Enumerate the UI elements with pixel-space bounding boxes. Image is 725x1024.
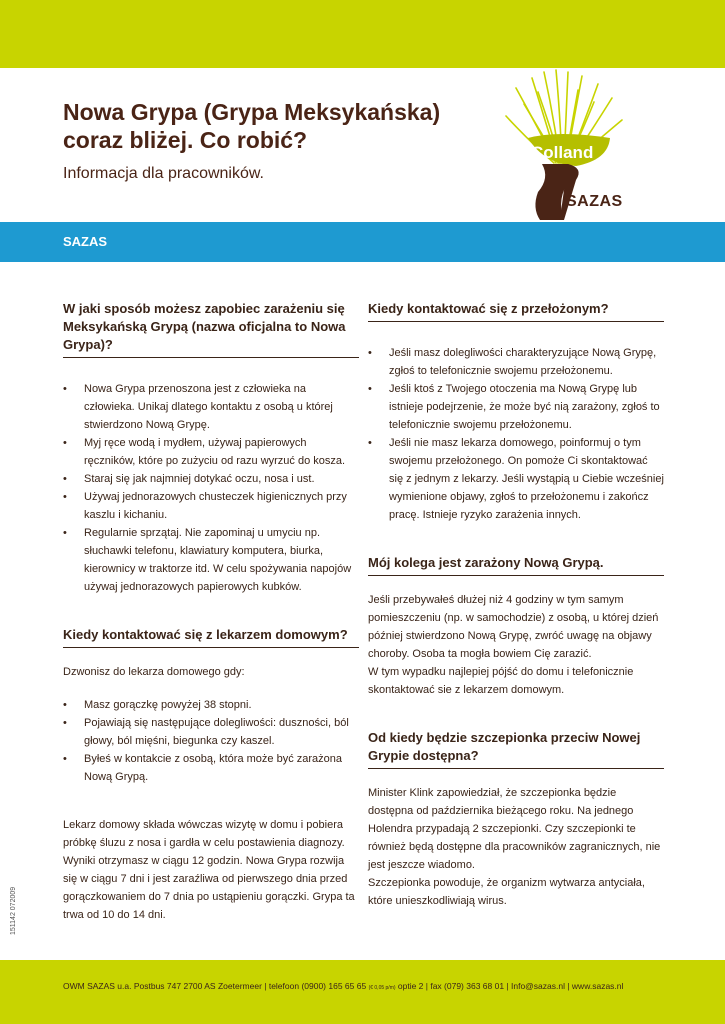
supervisor-list bbox=[368, 344, 664, 524]
footer-address: OWM SAZAS u.a. Postbus 747 2700 AS Zoetermeer | telefoon (0900) 165 65 65 bbox=[63, 981, 369, 991]
logo-sazas-text: SAZAS bbox=[566, 193, 623, 210]
title-line-2: coraz bliżej. Co robić? bbox=[63, 127, 308, 153]
list-item: • Regularnie sprzątaj. Nie zapominaj u umyciu np. słuchawki telefonu, klawiatury komputera, biurka, kierownicy w traktorze itd. W celu spożywania napojów używaj jednorazowych papierowych kubków. bbox=[63, 524, 359, 596]
doctor-intro: Dzwonisz do lekarza domowego gdy: bbox=[63, 666, 245, 678]
page-title bbox=[63, 98, 483, 154]
footer-links: optie 2 | fax (079) 363 68 01 | Info@sazas.nl | www.sazas.nl bbox=[395, 981, 624, 991]
footer-contact bbox=[63, 981, 623, 991]
heading-contact-supervisor: Kiedy kontaktować się z przełożonym? bbox=[368, 300, 664, 322]
list-item: • Masz gorączkę powyżej 38 stopni. bbox=[63, 696, 359, 714]
title-line-1: Nowa Grypa (Grypa Meksykańska) bbox=[63, 99, 441, 125]
prevention-list bbox=[63, 380, 359, 596]
doctor-paragraph: Lekarz domowy składa wówczas wizytę w domu i pobiera próbkę śluzu z nosa i gardła w celu postawienia diagnozy. Wyniki otrzymasz w ciągu 12 godzin. Nowa Grypa rozwija się w ciągu 7 dni i jest zaraźliwa od pierwszego dnia przed gorączkowaniem do 7 dnia po ustąpieniu gorączki. Grypa ta trwa od 10 do 14 dni. bbox=[63, 819, 355, 921]
vaccine-paragraph-1: Minister Klink zapowiedział, że szczepionka będzie dostępna od października bieżącego roku. Na jednego Holendra przypadają 2 szczepionki. Czy szczepionki te również będą dostępne dla pracowników zagranicznych, nie jest jeszcze wiadomo. bbox=[368, 787, 661, 871]
colleague-paragraph-1: Jeśli przebywałeś dłużej niż 4 godziny w tym samym pomieszczeniu (np. w samochodzie) z osobą, u której dzień później stwierdzono Nową Grypę, zwróć uwagę na objawy choroby. Osoba ta mogła bowiem Cię zarazić. bbox=[368, 594, 659, 660]
document-code: 151142 072009 bbox=[10, 886, 17, 935]
right-column bbox=[368, 300, 664, 910]
heading-colleague-infected: Mój kolega jest zarażony Nową Grypą. bbox=[368, 554, 664, 576]
list-item: • Nowa Grypa przenoszona jest z człowieka na człowieka. Unikaj dlatego kontaktu z osobą u której stwierdzono Nową Grypę. bbox=[63, 380, 359, 434]
list-item: • Staraj się jak najmniej dotykać oczu, nosa i ust. bbox=[63, 470, 359, 488]
list-item: • Myj ręce wodą i mydłem, używaj papierowych ręczników, które po zużyciu od razu wyrzuć do kosza. bbox=[63, 434, 359, 470]
vaccine-paragraph-2: Szczepionka powoduje, że organizm wytwarza antyciała, które unieszkodliwiają wirus. bbox=[368, 877, 645, 907]
left-column bbox=[63, 300, 359, 924]
list-item: • Jeśli masz dolegliwości charakteryzujące Nową Grypę, zgłoś to telefonicznie swojemu przełożonemu. bbox=[368, 344, 664, 380]
band-label: SAZAS bbox=[63, 234, 108, 249]
heading-prevention: W jaki sposób możesz zapobiec zarażeniu się Meksykańską Grypą (nazwa oficjalna to Nowa Grypa)? bbox=[63, 300, 359, 358]
section-band bbox=[0, 222, 725, 262]
list-item: • Jeśli nie masz lekarza domowego, poinformuj o tym swojemu przełożonego. On pomoże Ci skontaktować się z jednym z lekarzy. Jeśli wystąpią u Ciebie wcześniej wymienione objawy, zgłoś to przełożonemu i zakończ pracę. Istnieje ryzyko zarażenia innych. bbox=[368, 434, 664, 524]
page-subtitle: Informacja dla pracowników. bbox=[63, 165, 264, 182]
heading-contact-doctor: Kiedy kontaktować się z lekarzem domowym? bbox=[63, 626, 359, 648]
footer-band bbox=[0, 960, 725, 1024]
list-item: • Jeśli ktoś z Twojego otoczenia ma Nową Grypę lub istnieje podejrzenie, że może być nią zarażony, zgłoś to telefonicznie swojemu przełożonemu. bbox=[368, 380, 664, 434]
colleague-paragraph-2: W tym wypadku najlepiej pójść do domu i telefonicznie skontaktować sie z lekarzem domowym. bbox=[368, 666, 634, 696]
list-item: • Byłeś w kontakcie z osobą, która może być zarażona Nową Grypą. bbox=[63, 750, 359, 786]
footer-rate: (€ 0,05 p/m) bbox=[368, 985, 396, 991]
doctor-list bbox=[63, 696, 359, 786]
list-item: • Używaj jednorazowych chusteczek higienicznych przy kaszlu i kichaniu. bbox=[63, 488, 359, 524]
heading-vaccine: Od kiedy będzie szczepionka przeciw Nowej Grypie dostępna? bbox=[368, 729, 664, 769]
top-color-band bbox=[0, 0, 725, 68]
logo-colland-text: Colland bbox=[531, 143, 594, 162]
list-item: • Pojawiają się następujące dolegliwości: duszności, ból głowy, ból mięśni, biegunka czy kaszel. bbox=[63, 714, 359, 750]
